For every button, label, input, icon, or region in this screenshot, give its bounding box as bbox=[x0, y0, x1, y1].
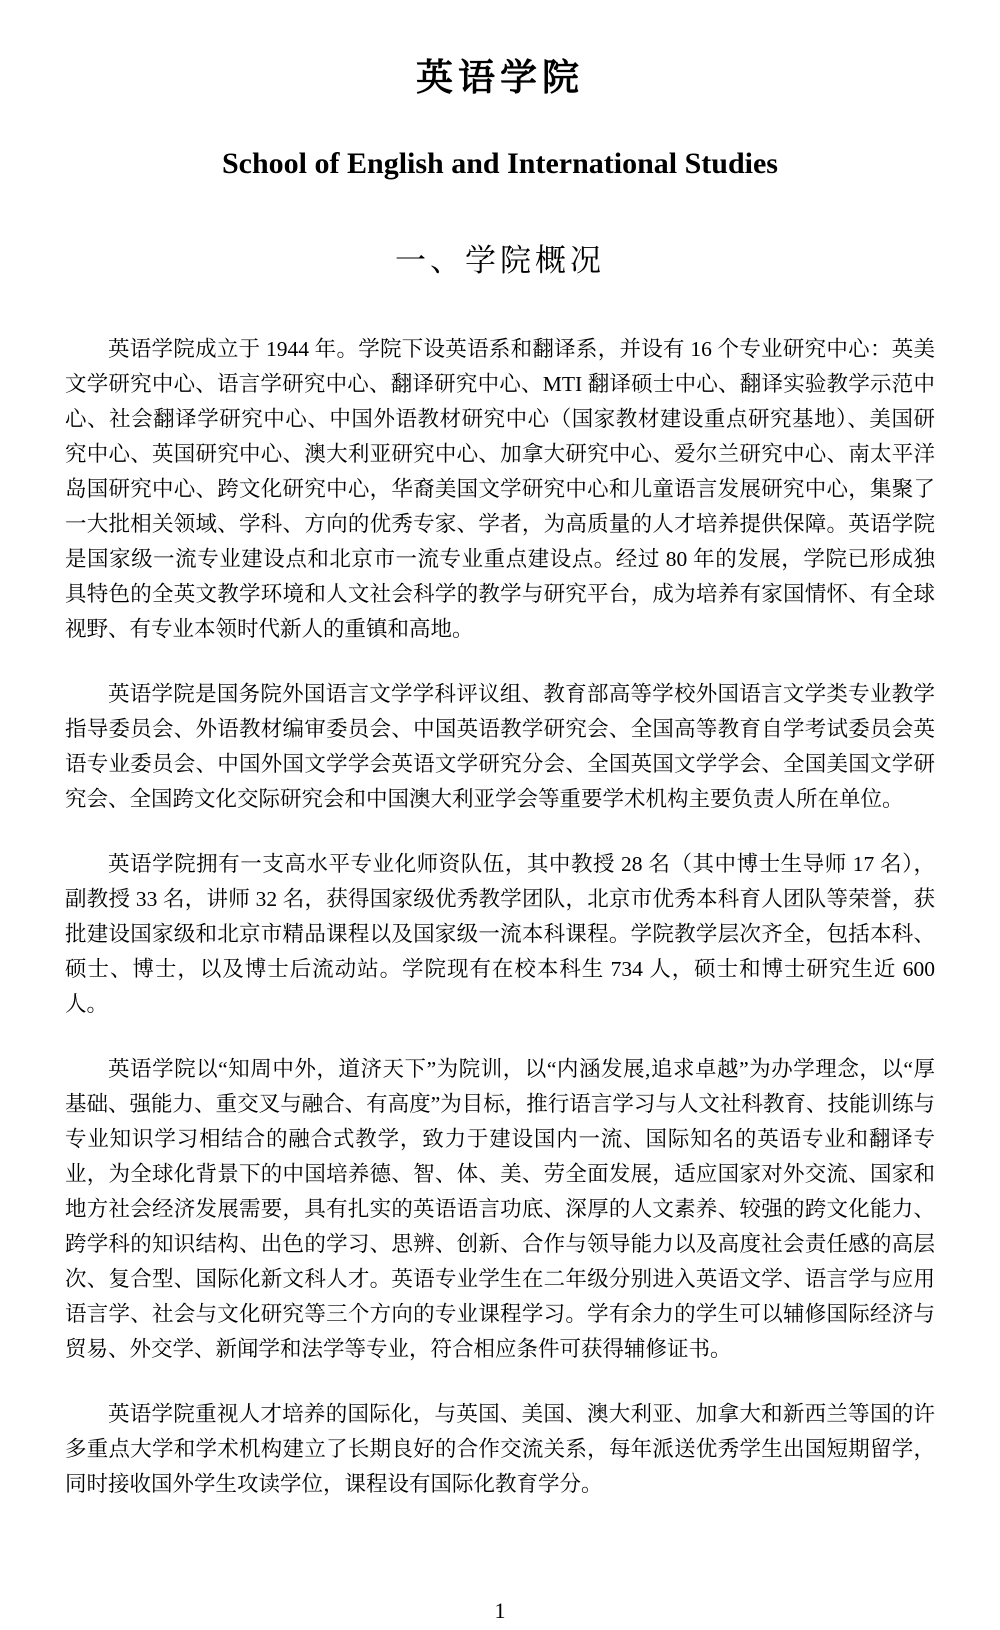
section-heading: 一、学院概况 bbox=[395, 242, 605, 278]
page-number: 1 bbox=[494, 1598, 506, 1623]
paragraph-academic-organizations: 英语学院是国务院外国语言文学学科评议组、教育部高等学校外国语言文学类专业教学指导委员会、外语教材编审委员会、中国英语教学研究会、全国高等教育自学考试委员会英语专业委员会、中国外国文学学会英语文学研究分会、全国英国文学学会、全国美国文学研究会、全国跨文化交际研究会和中国澳大利亚学会等重要学术机构主要负责人所在单位。 bbox=[65, 682, 935, 812]
document-body bbox=[65, 332, 935, 1502]
paragraph-education-philosophy: 英语学院以“知周中外，道济天下”为院训，以“内涵发展,追求卓越”为办学理念，以“厚基础、强能力、重交叉与融合、有高度”为目标，推行语言学习与人文社科教育、技能训练与专业知识学习相结合的融合式教学，致力于建设国内一流、国际知名的英语专业和翻译专业，为全球化背景下的中国培养德、智、体、美、劳全面发展，适应国家对外交流、国家和地方社会经济发展需要，具有扎实的英语语言功底、深厚的人文素养、较强的跨文化能力、跨学科的知识结构、出色的学习、思辨、创新、合作与领导能力以及高度社会责任感的高层次、复合型、国际化新文科人才。英语专业学生在二年级分别进入英语文学、语言学与应用语言学、社会与文化研究等三个方向的专业课程学习。学有余力的学生可以辅修国际经济与贸易、外交学、新闻学和法学等专业，符合相应条件可获得辅修证书。 bbox=[65, 1057, 935, 1362]
document-title-en: School of English and International Studies bbox=[222, 146, 778, 180]
paragraph-overview: 英语学院成立于 1944 年。学院下设英语系和翻译系，并设有 16 个专业研究中心：英美文学研究中心、语言学研究中心、翻译研究中心、MTI 翻译硕士中心、翻译实验教学示范中心、社会翻译学研究中心、中国外语教材研究中心（国家教材建设重点研究基地）、美国研究中心、英国研究中心、澳大利亚研究中心、加拿大研究中心、爱尔兰研究中心、南太平洋岛国研究中心、跨文化研究中心，华裔美国文学研究中心和儿童语言发展研究中心，集聚了一大批相关领域、学科、方向的优秀专家、学者，为高质量的人才培养提供保障。英语学院是国家级一流专业建设点和北京市一流专业重点建设点。经过 80 年的发展，学院已形成独具特色的全英文教学环境和人文社会科学的教学与研究平台，成为培养有家国情怀、有全球视野、有专业本领时代新人的重镇和高地。 bbox=[65, 337, 935, 642]
paragraph-faculty: 英语学院拥有一支高水平专业化师资队伍，其中教授 28 名（其中博士生导师 17 名），副教授 33 名，讲师 32 名，获得国家级优秀教学团队，北京市优秀本科育人团队等荣誉，获批建设国家级和北京市精品课程以及国家级一流本科课程。学院教学层次齐全，包括本科、硕士、博士，以及博士后流动站。学院现有在校本科生 734 人，硕士和博士研究生近 600 人。 bbox=[65, 852, 935, 1017]
document-title-zh: 英语学院 bbox=[416, 57, 584, 98]
paragraph-internationalization: 英语学院重视人才培养的国际化，与英国、美国、澳大利亚、加拿大和新西兰等国的许多重点大学和学术机构建立了长期良好的合作交流关系，每年派送优秀学生出国短期留学，同时接收国外学生攻读学位，课程设有国际化教育学分。 bbox=[65, 1402, 935, 1497]
